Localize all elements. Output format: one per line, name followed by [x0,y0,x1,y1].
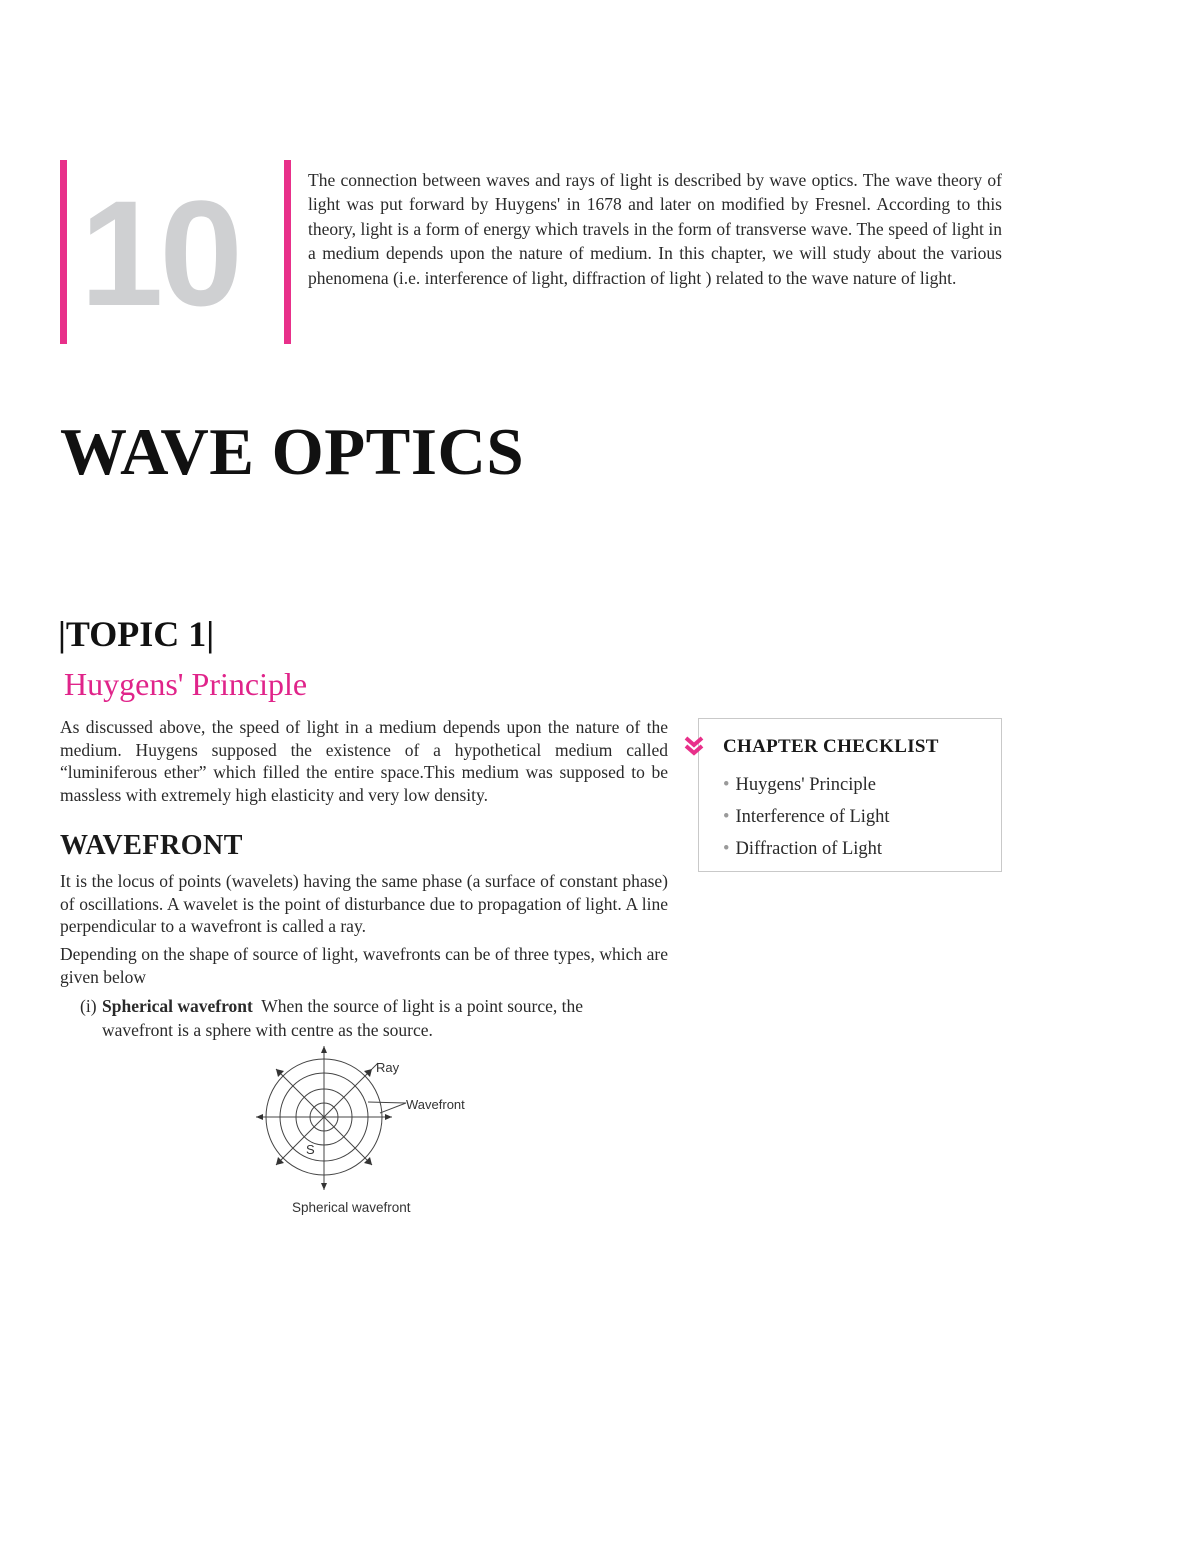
wavefront-heading: WAVEFRONT [60,830,243,861]
bullet-icon: • [723,775,730,795]
double-chevron-down-icon [683,735,705,757]
chapter-checklist [698,718,1002,872]
topic-label: |TOPIC 1| [58,614,215,654]
checklist-item-label: Diffraction of Light [735,839,883,859]
wavefront-types-intro: Depending on the shape of source of light, wavefronts can be of three types, which are given below [60,944,668,987]
wavefront-label: Wavefront [406,1097,465,1112]
chapter-number: 10 [80,169,239,337]
diagram-caption: Spherical wavefront [292,1200,411,1215]
ray-label: Ray [376,1060,400,1075]
checklist-item [723,837,882,861]
checklist-item-label: Interference of Light [735,807,890,827]
list-item-number: (i) [80,996,97,1016]
bullet-icon: • [723,807,730,827]
source-label: S [306,1142,315,1157]
checklist-item [723,773,876,797]
spherical-wavefront-diagram [254,1044,484,1194]
checklist-item-label: Huygens' Principle [735,775,877,795]
wavefront-pointer [380,1103,406,1113]
chapter-title: WAVE OPTICS [60,415,525,489]
topic-title: Huygens' Principle [64,666,308,702]
list-item-term: Spherical wavefront [102,996,253,1016]
bullet-icon: • [723,839,730,859]
chapter-intro: The connection between waves and rays of light is described by wave optics. The wave theory of light was put forward by Huygens' in 1678 and later on modified by Fresnel. According to this theory, light is a form of energy which travels in the form of transverse wave. The speed of light in a medium depends upon the nature of medium. In this chapter, we will study about the various phenomena (i.e. interference of light, diffraction of light ) related to the wave nature of light. [308,170,1002,288]
list-item-spherical [80,994,650,1042]
list-item-text: When the source of light is a point source, the wavefront is a sphere with centre as the source. [102,996,583,1040]
checklist-title: CHAPTER CHECKLIST [723,736,939,757]
chapter-bar-right [284,160,291,344]
checklist-item [723,805,890,829]
wavefront-pointer [368,1102,406,1103]
chapter-bar-left [60,160,67,344]
topic-paragraph: As discussed above, the speed of light in a medium depends upon the nature of the medium. Huygens supposed the existence of a hypothetical medium called “luminiferous ether” which filled the entire space.This medium was supposed to be massless with extremely high elasticity and very low density. [60,717,668,805]
wavefront-definition: It is the locus of points (wavelets) having the same phase (a surface of constant phase) of oscillations. A wavelet is the point of disturbance due to propagation of light. A line perpendicular to a wavefront is called a ray. [60,871,668,936]
